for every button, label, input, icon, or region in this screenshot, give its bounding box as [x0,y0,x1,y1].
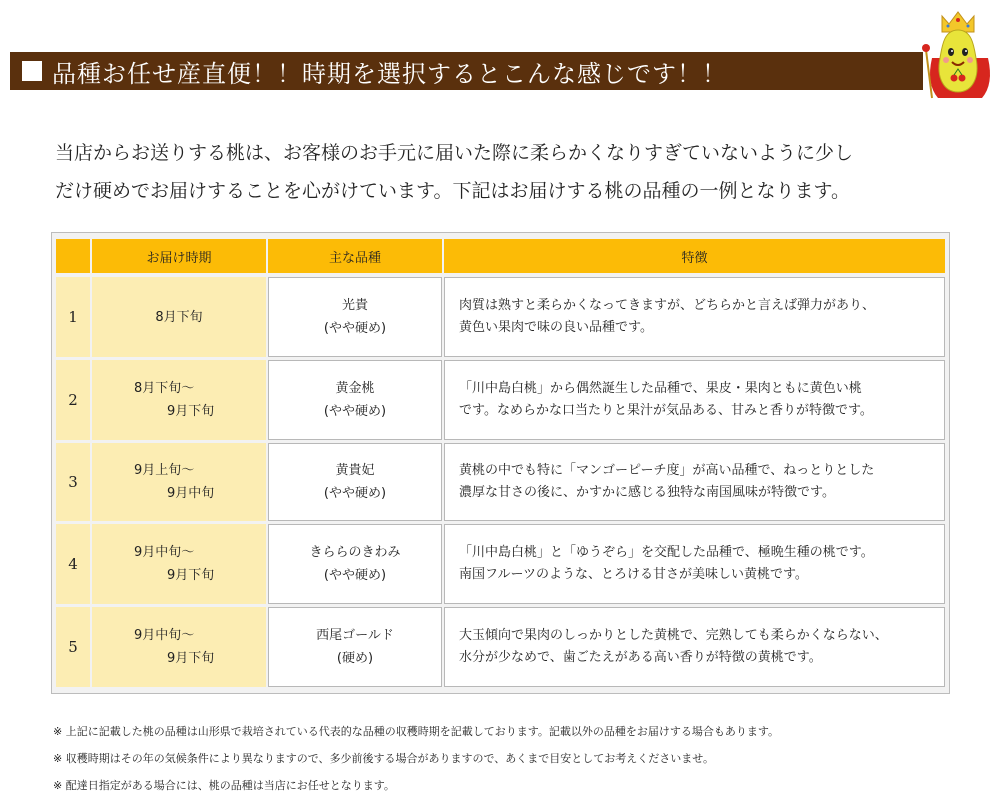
variety-label: きららのきわみ [309,545,401,560]
row-number: 5 [56,607,90,687]
header-variety: 主な品種 [268,239,442,273]
firmness-label: (やや硬め) [323,404,387,419]
period-line: 9月中旬～ [134,628,195,643]
row-number: 4 [56,524,90,604]
period-line: 9月中旬～ [134,545,195,560]
variety-label: 黄貴妃 [335,463,375,478]
feature-line: 南国フルーツのような、とろける甘さが美味しい黄桃です。 [459,567,808,582]
row-number: 1 [56,277,90,357]
feature-line: 「川中島白桃」から偶然誕生した品種で、果皮・果肉ともに黄色い桃 [459,381,862,396]
banner-title: 品種お任せ産直便！！時期を選択するとこんな感じです！！ [52,59,727,88]
delivery-period [92,360,266,440]
firmness-label: (硬め) [336,651,374,666]
delivery-period [92,607,266,687]
feature-line: 水分が少なめで、歯ごたえがある高い香りが特徴の黄桃です。 [459,650,822,665]
row-number: 3 [56,443,90,521]
period-line: 9月中旬 [167,486,215,501]
feature-line: 大玉傾向で果肉のしっかりとした黄桃で、完熟しても柔らかくならない、 [459,628,888,643]
feature-line: 黄桃の中でも特に「マンゴーピーチ度」が高い品種で、ねっとりとした [459,463,875,478]
period-line: 8月下旬～ [134,381,195,396]
footnote: ※ 上記に記載した桃の品種は山形県で栽培されている代表的な品種の収穫時期を記載しております。記載以外の品種をお届けする場合もあります。 [53,725,779,738]
intro-line: 当店からお送りする桃は、お客様のお手元に届いた際に柔らかくなりすぎていないように少し [55,142,854,164]
period-line: 9月下旬 [167,651,215,666]
variety-label: 西尾ゴールド [316,628,394,643]
variety-name [268,443,442,521]
intro-text [55,134,955,210]
header-feature: 特徴 [444,239,945,273]
period-line: 9月下旬 [167,404,215,419]
delivery-period [92,443,266,521]
footnotes [53,718,779,795]
variety-name [268,277,442,357]
delivery-period [92,524,266,604]
row-number: 2 [56,360,90,440]
header-period: お届け時期 [92,239,266,273]
feature-description [444,277,945,357]
variety-label: 黄金桃 [335,381,375,396]
firmness-label: (やや硬め) [323,486,387,501]
title-banner [10,52,923,90]
footnote: ※ 配達日指定がある場合には、桃の品種は当店にお任せとなります。 [53,779,395,792]
variety-name [268,360,442,440]
feature-description [444,524,945,604]
firmness-label: (やや硬め) [323,568,387,583]
feature-description [444,607,945,687]
period-line: 9月上旬～ [134,463,195,478]
footnote: ※ 収穫時期はその年の気候条件により異なりますので、多少前後する場合がありますので、あくまで目安としてお考えくださいませ。 [53,752,714,765]
header-num [56,239,90,273]
feature-line: 「川中島白桃」と「ゆうぞら」を交配した品種で、極晩生種の桃です。 [459,545,874,560]
period-line: 8月下旬 [155,309,203,325]
delivery-period [92,277,266,357]
feature-description [444,360,945,440]
variety-label: 光貴 [341,298,368,313]
period-line: 9月下旬 [167,568,215,583]
pear-king-mascot-icon [918,6,998,102]
firmness-label: (やや硬め) [323,321,387,336]
variety-table [51,232,950,694]
feature-description [444,443,945,521]
feature-line: 肉質は熟すと柔らかくなってきますが、どちらかと言えば弾力があり、 [459,298,876,313]
feature-line: 黄色い果肉で味の良い品種です。 [459,320,653,335]
variety-name [268,607,442,687]
square-bullet-icon [22,61,42,81]
feature-line: です。なめらかな口当たりと果汁が気品ある、甘みと香りが特徴です。 [459,403,873,418]
feature-line: 濃厚な甘さの後に、かすかに感じる独特な南国風味が特徴です。 [459,485,835,500]
intro-line: だけ硬めでお届けすることを心がけています。下記はお届けする桃の品種の一例となります。 [55,180,850,202]
variety-name [268,524,442,604]
